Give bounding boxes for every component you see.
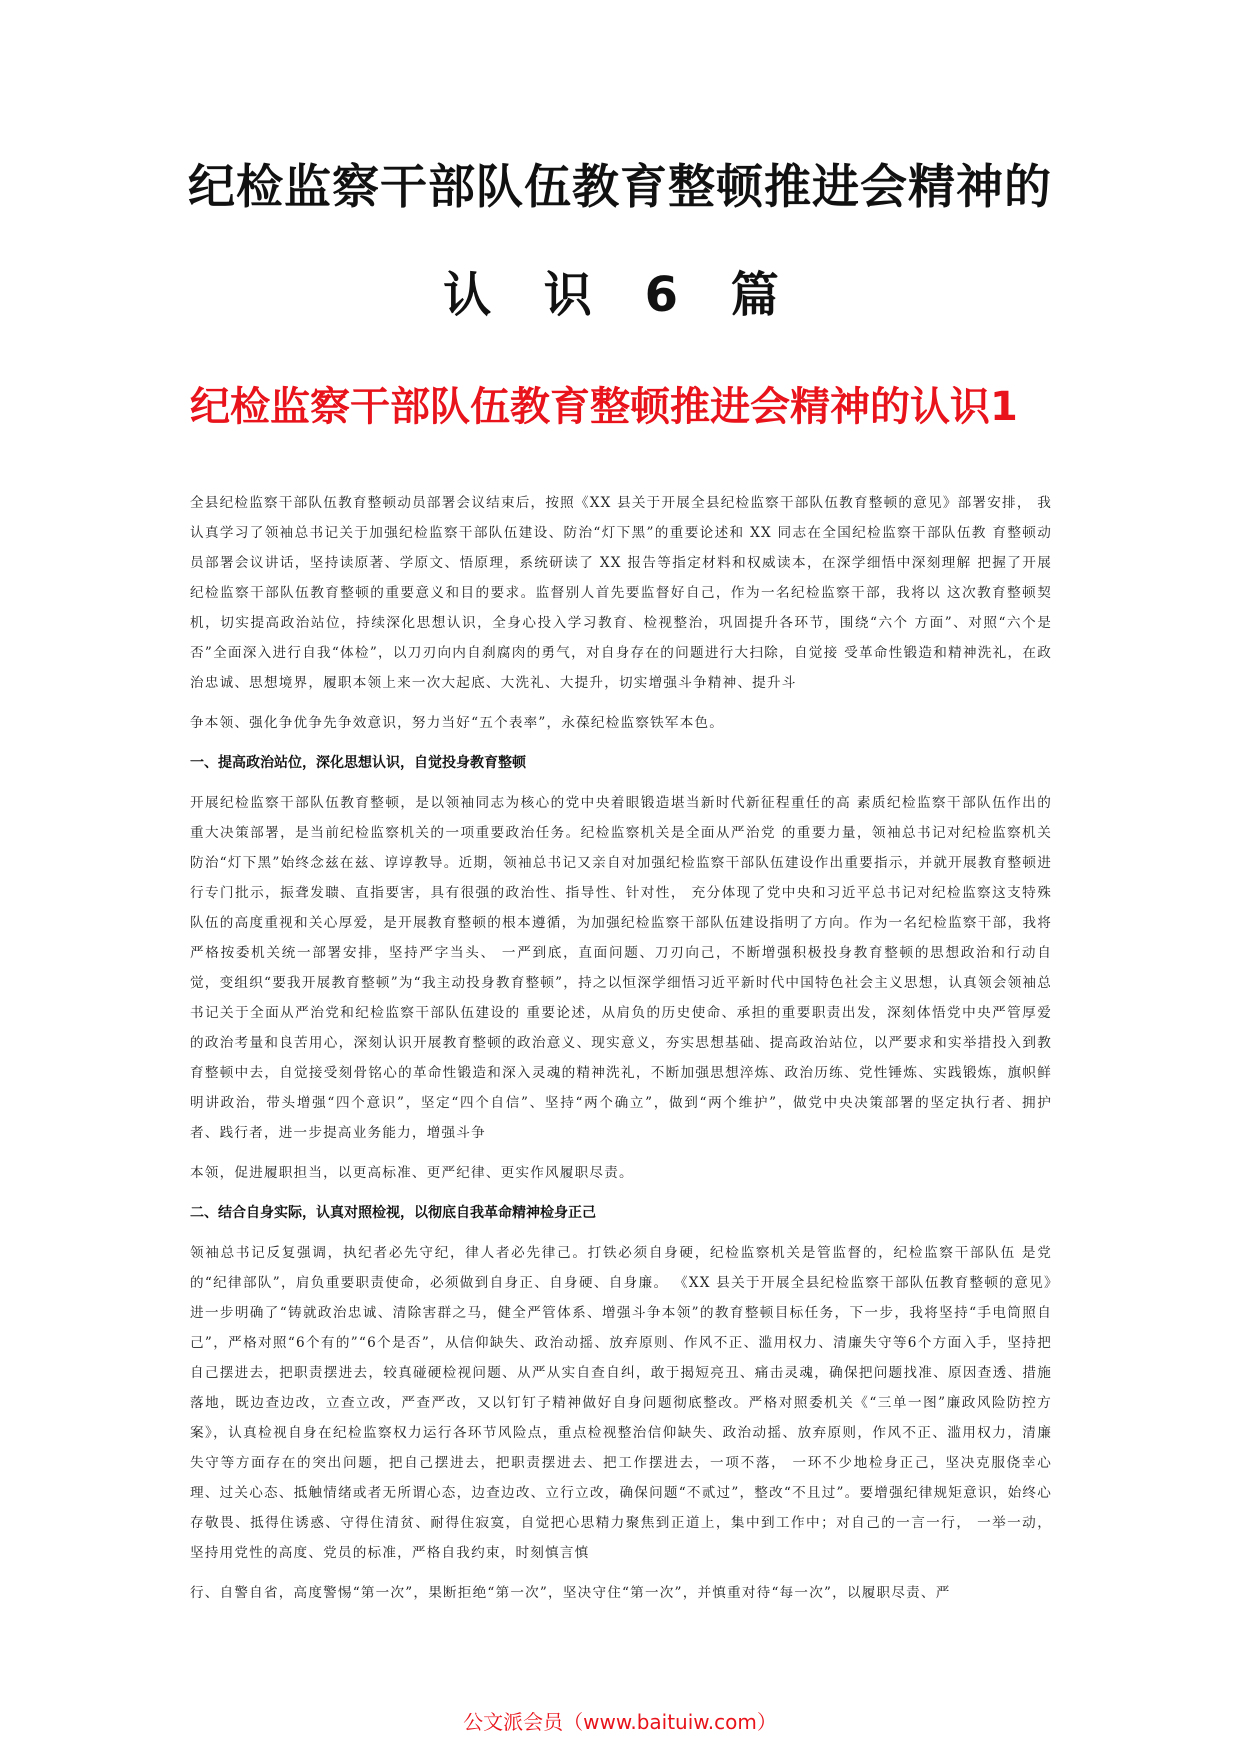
section-title: 纪检监察干部队伍教育整顿推进会精神的认识1 bbox=[190, 384, 1018, 430]
section-two-paragraph: 领袖总书记反复强调，执纪者必先守纪，律人者必先律己。打铁必须自身硬，纪检监察机关是管监督的，纪检监察干部队伍 是党的“纪律部队”，肩负重要职责使命，必须做到自身正、自身硬、自身廉。 《XX 县关于开展全县纪检监察干部队伍教育整顿的意见》进一步明确了“铸就政治忠诚、清除害群之马，健全严管体系、增强斗争本领”的教育整顿目标任务，下一步，我将坚持“手电筒照自己”，严格对照“6个有的”“6个是否”，从信仰缺失、政治动摇、放弃原则、作风不正、滥用权力、清廉失守等6个方面入手，坚持把自己摆进去，把职责摆进去，较真碰硬检视问题、从严从实自查自纠，敢于揭短亮丑、痛击灵魂，确保把问题找准、原因查透、措施落地，既边查边改，立查立改，严查严改，又以钉钉子精神做好自身问题彻底整改。严格对照委机关《“三单一图”廉政风险防控方案》，认真检视自身在纪检监察权力运行各环节风险点，重点检视整治信仰缺失、政治动摇、放弃原则，作风不正、滥用权力，清廉失守等方面存在的突出问题，把自己摆进去，把职责摆进去、把工作摆进去，一项不落， 一环不少地检身正己，坚决克服侥幸心理、过关心态、抵触情绪或者无所谓心态，边查边改、立行立改，确保问题“不贰过”，整改“不且过”。要增强纪律规矩意识，始终心存敬畏、抵得住诱惑、守得住清贫、耐得住寂寞，自觉把心思精力聚焦到正道上，集中到工作中；对自己的一言一行， 一举一动，坚持用党性的高度、党员的标准，严格自我约束，时刻慎言慎 bbox=[190, 1245, 1052, 1561]
section-two-paragraph-continued: 行、自警自省，高度警惕“第一次”，果断拒绝“第一次”，坚决守住“第一次”，并慎重对待“每一次”，以履职尽责、严 bbox=[190, 1585, 951, 1601]
intro-paragraph: 全县纪检监察干部队伍教育整顿动员部署会议结束后，按照《XX 县关于开展全县纪检监察干部队伍教育整顿的意见》部署安排， 我认真学习了领袖总书记关于加强纪检监察干部队伍建设、防治“灯下黑”的重要论述和 XX 同志在全国纪检监察干部队伍教 育整顿动员部署会议讲话，坚持读原著、学原文、悟原理，系统研读了 XX 报告等指定材料和权威读本，在深学细悟中深刻理解 把握了开展纪检监察干部队伍教育整顿的重要意义和目的要求。监督别人首先要监督好自己，作为一名纪检监察干部，我将以 这次教育整顿契机，切实提高政治站位，持续深化思想认识，全身心投入学习教育、检视整治，巩固提升各环节，围绕“六个 方面”、对照“六个是否”全面深入进行自我“体检”，以刀刃向内自刹腐肉的勇气，对自身存在的问题进行大扫除，自觉接 受革命性锻造和精神洗礼，在政治忠诚、思想境界，履职本领上来一次大起底、大洗礼、大提升，切实增强斗争精神、提升斗 bbox=[190, 495, 1052, 691]
heading-two: 二、结合自身实际，认真对照检视，以彻底自我革命精神检身正己 bbox=[190, 1205, 596, 1221]
document-title-line-2: 认 识 6 篇 bbox=[443, 267, 797, 323]
section-one-paragraph: 开展纪检监察干部队伍教育整顿，是以领袖同志为核心的党中央着眼锻造堪当新时代新征程重任的高 素质纪检监察干部队伍作出的重大决策部署，是当前纪检监察机关的一项重要政治任务。纪检监察机关是全面从严治党 的重要力量，领袖总书记对纪检监察机关防治“灯下黑”始终念兹在兹、谆谆教导。近期，领袖总书记又亲自对加强纪检监察干部队伍建设作出重要指示，并就开展教育整顿进行专门批示，振聋发聩、直指要害，具有很强的政治性、指导性、针对性， 充分体现了党中央和习近平总书记对纪检监察这支特殊队伍的高度重视和关心厚爱，是开展教育整顿的根本遵循，为加强纪检监察干部队伍建设指明了方向。作为一名纪检监察干部，我将严格按委机关统一部署安排，坚持严字当头、 一严到底，直面问题、刀刃向己，不断增强积极投身教育整顿的思想政治和行动自觉，变组织“要我开展教育整顿”为“我主动投身教育整顿”，持之以恒深学细悟习近平新时代中国特色社会主义思想，认真领会领袖总书记关于全面从严治党和纪检监察干部队伍建设的 重要论述，从肩负的历史使命、承担的重要职责出发，深刻体悟党中央严管厚爱的政治考量和良苦用心，深刻认识开展教育整顿的政治意义、现实意义，夯实思想基础、提高政治站位，以严要求和实举措投入到教育整顿中去，自觉接受刻骨铭心的革命性锻造和深入灵魂的精神洗礼，不断加强思想淬炼、政治历练、党性锤炼、实践锻炼，旗帜鲜明讲政治，带头增强“四个意识”，坚定“四个自信”、坚持“两个确立”，做到“两个维护”，做党中央决策部署的坚定执行者、拥护者、践行者，进一步提高业务能力，增强斗争 bbox=[190, 795, 1052, 1141]
section-one-paragraph-continued: 本领，促进履职担当，以更高标准、更严纪律、更实作风履职尽责。 bbox=[190, 1165, 634, 1181]
intro-paragraph-continued: 争本领、强化争优争先争效意识，努力当好“五个表率”，永葆纪检监察铁军本色。 bbox=[190, 715, 725, 731]
document-title-line-1: 纪检监察干部队伍教育整顿推进会精神的 bbox=[188, 160, 1052, 215]
document-body bbox=[190, 488, 1052, 1618]
footer-watermark: 公文派会员（www.baituiw.com） bbox=[463, 1710, 777, 1734]
heading-one: 一、提高政治站位，深化思想认识，自觉投身教育整顿 bbox=[190, 755, 526, 771]
